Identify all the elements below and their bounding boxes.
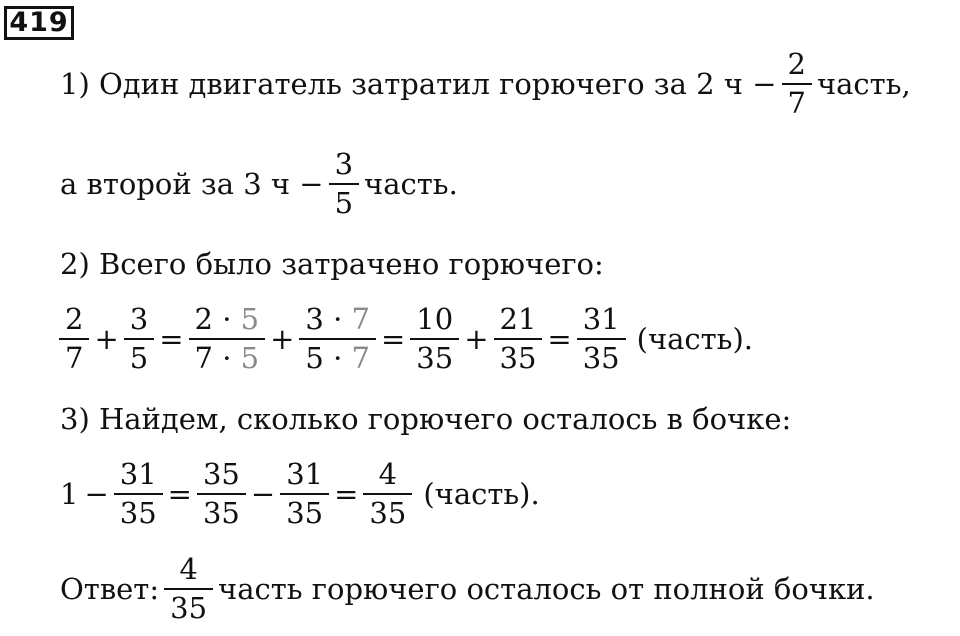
fraction-numerator bbox=[192, 302, 263, 338]
fraction-numerator: 21 bbox=[499, 302, 537, 336]
expr2-fraction-2 bbox=[127, 302, 151, 375]
plus-sign: + bbox=[270, 321, 295, 356]
equals-sign: = bbox=[167, 476, 192, 511]
fraction-denominator: 5 bbox=[329, 183, 359, 218]
fraction-denominator: 35 bbox=[577, 338, 626, 373]
fraction-numerator bbox=[302, 302, 373, 338]
fraction-numerator: 4 bbox=[179, 552, 198, 586]
denominator-part: 5 · bbox=[305, 341, 352, 375]
multiplier-highlight: 5 bbox=[240, 302, 260, 336]
fraction-numerator: 31 bbox=[582, 302, 620, 336]
step1-fraction-2 bbox=[332, 147, 356, 220]
minus-sign: − bbox=[84, 476, 109, 511]
multiplier-highlight: 7 bbox=[351, 341, 370, 375]
fraction-numerator: 4 bbox=[378, 457, 398, 491]
fraction-denominator: 35 bbox=[164, 588, 213, 623]
expr2-fraction-4 bbox=[302, 302, 373, 375]
numerator-part: 3 · bbox=[305, 302, 352, 336]
step3-tail: (часть). bbox=[423, 476, 540, 511]
expr3-fraction-2 bbox=[200, 457, 243, 530]
expr3-fraction-4 bbox=[366, 457, 409, 530]
fraction-denominator: 5 bbox=[124, 338, 154, 373]
fraction-numerator: 3 bbox=[334, 147, 354, 181]
plus-sign: + bbox=[464, 321, 489, 356]
step2-heading-text: 2) Всего было затрачено горючего: bbox=[60, 247, 604, 281]
expr3-fraction-3 bbox=[283, 457, 326, 530]
fraction-denominator: 7 bbox=[782, 83, 812, 118]
fraction-denominator: 35 bbox=[280, 493, 329, 528]
fraction-numerator: 3 bbox=[129, 302, 149, 336]
answer-fraction bbox=[167, 552, 210, 625]
answer-text: часть горючего осталось от полной бочки. bbox=[218, 571, 875, 606]
fraction-numerator: 31 bbox=[119, 457, 157, 491]
expr2-fraction-1 bbox=[62, 302, 86, 375]
equals-sign: = bbox=[334, 476, 359, 511]
step1-text-d: часть. bbox=[364, 166, 458, 201]
step1-text-b: часть, bbox=[816, 66, 911, 101]
denominator-part: 7 · bbox=[194, 341, 241, 375]
numerator-part: 2 · bbox=[194, 302, 241, 336]
fraction-denominator: 7 bbox=[59, 338, 89, 373]
step2-heading bbox=[60, 247, 604, 281]
multiplier-highlight: 5 bbox=[240, 341, 260, 375]
equals-sign: = bbox=[380, 321, 406, 356]
equals-sign: = bbox=[547, 321, 572, 356]
step2-expression bbox=[60, 302, 754, 375]
fraction-numerator: 10 bbox=[416, 302, 454, 336]
expr3-fraction-1 bbox=[117, 457, 160, 530]
minus-sign: − bbox=[250, 476, 276, 511]
expr2-fraction-6 bbox=[497, 302, 540, 375]
step3-heading bbox=[60, 402, 792, 436]
step1-line1 bbox=[60, 47, 911, 120]
fraction-denominator: 35 bbox=[494, 338, 543, 373]
fraction-numerator: 31 bbox=[286, 457, 324, 491]
expr2-fraction-7 bbox=[580, 302, 623, 375]
answer-label: Ответ: bbox=[60, 571, 160, 606]
fraction-denominator: 35 bbox=[197, 493, 246, 528]
problem-number: 419 bbox=[4, 6, 74, 40]
expr2-fraction-3 bbox=[192, 302, 263, 375]
multiplier-highlight: 7 bbox=[351, 302, 370, 336]
fraction-denominator: 35 bbox=[363, 493, 412, 528]
fraction-numerator: 2 bbox=[65, 302, 84, 336]
number-one: 1 bbox=[60, 476, 79, 511]
fraction-denominator: 35 bbox=[410, 338, 459, 373]
fraction-numerator: 35 bbox=[202, 457, 240, 491]
step2-tail: (часть). bbox=[636, 321, 754, 356]
answer-line bbox=[60, 552, 875, 625]
step1-text-a: 1) Один двигатель затратил горючего за 2 ч − bbox=[60, 66, 777, 101]
expr2-fraction-5 bbox=[413, 302, 456, 375]
fraction-denominator bbox=[189, 338, 266, 373]
fraction-denominator bbox=[299, 338, 376, 373]
step1-text-c: а второй за 3 ч − bbox=[60, 166, 324, 201]
plus-sign: + bbox=[94, 321, 119, 356]
step1-line2 bbox=[60, 147, 458, 220]
step3-expression bbox=[60, 457, 540, 530]
equals-sign: = bbox=[159, 321, 184, 356]
fraction-denominator: 35 bbox=[114, 493, 163, 528]
step3-heading-text: 3) Найдем, сколько горючего осталось в бочке: bbox=[60, 402, 792, 436]
step1-fraction-1 bbox=[785, 47, 809, 120]
fraction-numerator: 2 bbox=[787, 47, 806, 81]
